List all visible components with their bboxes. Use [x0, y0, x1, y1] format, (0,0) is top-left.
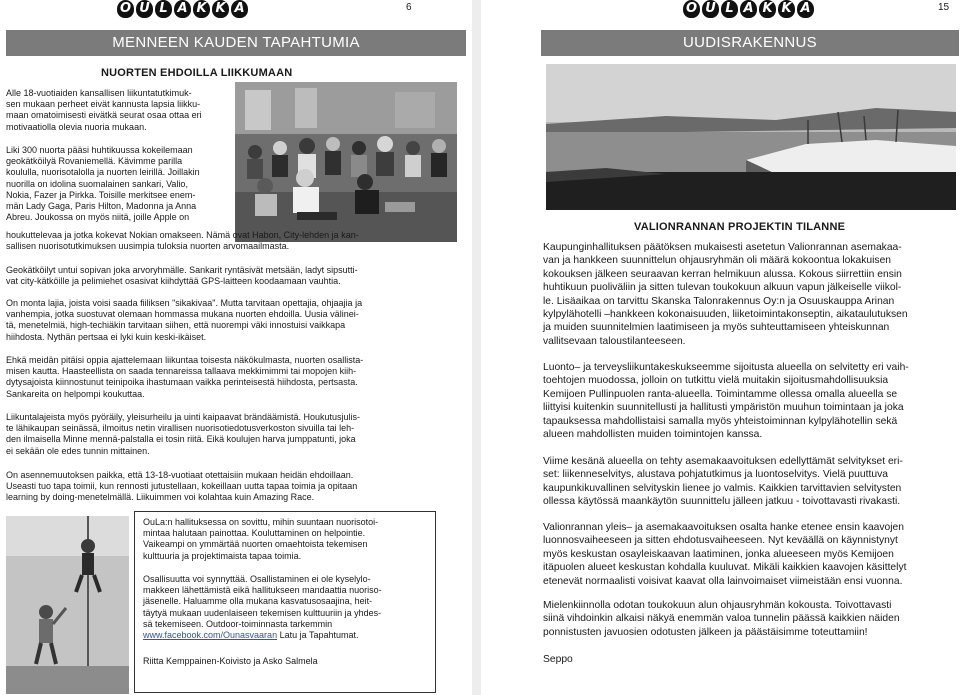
left-page [0, 0, 470, 695]
page-gutter [472, 0, 481, 695]
youth-group-photo-graphic [235, 82, 457, 242]
youth-group-photo [235, 82, 457, 242]
info-box-paragraph-2: Osallisuutta voi synnyttää. Osallistaminen ei ole kyselylo- makkeen lähettämistä eikä hallitukseen mandaattia nuoriso- jäsenelle. Haluamme olla mukana kasvatusosaajina, heit- täytyä mukaan uudenlaiseen tekemisen kulttuuriin ja yhdes- sä tekemiseen. Outdoor-toiminnasta tarkemmin www.facebook.com/Ounasvaaran Latu ja Tapahtumat. [143, 574, 382, 641]
river-photo-graphic [546, 64, 956, 210]
logo-letter: U [702, 0, 719, 18]
logo-letter: L [155, 0, 172, 18]
paragraph-2: Liki 300 nuorta pääsi huhtikuussa kokeilemaan geokätköilyä Rovaniemellä. Kävimme parilla koululla, nuorisotalolla ja nuorten leirillä. Joillakin nuorilla on idolina suomalainen sankari, Valio, Nokia, Fazer ja Pirkka. Toisille merkitsee enem- män Lady Gaga, Paris Hilton, Madonna ja Anna Abreu. Joukossa on myös niitä, joille Apple on [6, 145, 200, 223]
section-banner: UUDISRAKENNUS [541, 30, 959, 56]
info-box [134, 511, 436, 693]
paragraph-3: Viime kesänä alueella on tehty asemakaavoituksen edellyttämät selvitykset eri- set: liikenneselvitys, alustava pohjatutkimus ja luontoselvitys. Vielä puuttuva kaupunkikuvallinen selvityskin lienee jo valmis. Kaikkien tarvittavien selvitysten ollessa käytössä maankäytön suunnittelu jälleen jatkuu - toivottavasti rivakasti. [543, 456, 903, 508]
logo-letter: A [231, 0, 248, 18]
paragraph-2-continued: houkuttelevaa ja jotka kokevat Nokian omakseen. Nämä ovat Habon, City-lehden ja kan- sallisen nuorisotutkimuksen uusimpia tuloksia nuorten arvomaailmasta. [6, 230, 359, 252]
logo-letter: A [797, 0, 814, 18]
logo-letter: L [721, 0, 738, 18]
logo-letter: U [136, 0, 153, 18]
logo-letter: K [212, 0, 229, 18]
oulakka-logo [683, 0, 814, 18]
logo-letter: K [193, 0, 210, 18]
paragraph-7: On asennemuutoksen paikka, että 13-18-vuotiaat otettaisiin mukaan heidän ehdoillaan. Useasti tuo tapa toimii, kun rennosti jutustellaan, kokeillaan uutta tapaa toimia ja opitaan learning by doing-menetelmällä. Liikuimmen voi kolahtaa kuin Amazing Race. [6, 470, 358, 503]
paragraph-4: Valionrannan yleis– ja asemakaavoituksen osalta hanke etenee ensin kaavojen luonnosvaiheeseen ja sitten ehdotusvaiheeseen. Nyt keväällä on käynnistynyt myös keskustan osayleiskaavan laatiminen, jonka alueeseen myös Kemijoen itäpuolen alueet keskustan kohdalla kuuluvat. Mikäli kaikkien kaavojen käsittelyt etenevät normaalisti voisivat kaavat olla lainvoimaiset viimeistään ensi vuonna. [543, 522, 907, 587]
paragraph-4: On monta lajia, joista voisi saada fiiliksen "sikakivaa". Mutta tarvitaan opettajia, ohjaajia ja vanhempia, jotka suostuvat olemaan hommassa mukana nuorten ehdoilla. Uusia välinei- tä, menetelmiä, high-techiäkin tarvitaan siihen, että nuorempi väki innostuisi vaikkapa hiihdosta. Nythän pertsaa ei lyki kuin keski-ikäiset. [6, 298, 363, 342]
paragraph-6: Liikuntalajeista myös pyöräily, yleisurheilu ja uinti kaipaavat brändäämistä. Houkutusjulis- te lähikaupan seinässä, ilmoitus netin virallisen nuorisotiedotusverkoston sivuilla tai leh- den ilmaisella Minne mennä-palstalla ei tosin riitä. Eikä koulujen harva jumppatunti, joka ei sekään ole edes tunnin mittainen. [6, 412, 361, 456]
logo-letter: A [740, 0, 757, 18]
section-banner: MENNEEN KAUDEN TAPAHTUMIA [6, 30, 466, 56]
signature: Seppo [543, 654, 573, 665]
logo-letter: K [759, 0, 776, 18]
facebook-link[interactable]: www.facebook.com/Ounasvaaran [143, 630, 278, 641]
info-box-signature: Riitta Kemppainen-Koivisto ja Asko Salmela [143, 656, 318, 666]
page-number: 15 [938, 2, 950, 13]
logo-letter: O [117, 0, 134, 18]
paragraph-5: Mielenkiinnolla odotan toukokuun alun ohjausryhmän kokousta. Toivottavasti siinä vihdoinkin alkaisi näkyä enemmän valoa tunnelin päässä kaikkien näiden ponnistusten javuosien odotusten jälkeen ja päästäisimme toteuttamiin! [543, 600, 900, 638]
logo-letter: A [174, 0, 191, 18]
article-heading: VALIONRANNAN PROJEKTIN TILANNE [634, 221, 846, 233]
logo-letter: K [778, 0, 795, 18]
page-number: 6 [406, 2, 412, 13]
paragraph-1: Kaupunginhallituksen päätöksen mukaisesti asetetun Valionrannan asemakaa- van ja hankkeen suunnittelun ohjausryhmän oli määrä kokoontua lokakuisen kokouksen jälkeen seuraavan kerran helmikuun alussa. Kokous siirrettiin ensin huhtikuun puoliväliin ja sitten tulevan toukokuun alkuun vapun jälkeiselle viikol- le. Lisäaikaa on tarvittu Skanska Talonrakennus Oy:n ja Osuuskauppa Arinan kylpylähotelli –hankkeen kokonaisuuden, liiketoimintakonseptin, aikataulutuksen ja muiden suunnitelmien laatimiseen ja myös suhteuttamiseen yhteiskunnan vallitsevaan taloustilanteeseen. [543, 242, 908, 347]
paragraph-2: Luonto– ja terveysliikuntakeskukseemme sijoitusta alueella on selvitetty eri vaih- toehtojen muodossa, jolloin on tutkittu vielä muitakin sijoitusmahdollisuuksia Kemijoen Pullinpuolen ranta-alueella. Toimintamme ollessa omalla alueella se liittyisi kuitenkin suunnitellusti ja hallitusti ympäristön muuhun toimintaan ja joka tapauksessa mahdollistaisi samalla myös yhteistoiminnan kylpylähotellin sekä alueen mahdollisten muiden toimintojen kanssa. [543, 362, 909, 441]
article-heading: NUORTEN EHDOILLA LIIKKUMAAN [101, 67, 293, 79]
info-box-paragraph-1: OuLa:n hallituksessa on sovittu, mihin suuntaan nuorisotoi- mintaa halutaan painottaa. Kouluttaminen on helpointie. Vaikeampi on ymmärtää nuorten omaehtoista tekemisen kulttuuria ja projektimaista tapaa toimia. [143, 517, 379, 561]
climbing-kids-photo-graphic [6, 516, 129, 694]
logo-letter: O [683, 0, 700, 18]
oulakka-logo [117, 0, 248, 18]
paragraph-5: Ehkä meidän pitäisi oppia ajattelemaan liikuntaa toisesta näkökulmasta, nuorten osallista- misen kautta. Haasteellista on saada tennareissa tallaava mekkimimmi tai mopojen kiih- dytysajoista kiinnostunut teinipoika ihastumaan vaikka perinteisestä hiihdosta, pertsasta. Sankareita on helpompi koukuttaa. [6, 355, 364, 399]
intro-paragraph: Alle 18-vuotiaiden kansallisen liikuntatutkimuk- sen mukaan perheet eivät kannusta lapsia liikku- maan omatoimisesti eivätkä seurat osaa ottaa eri motivaatiolla olevia nuoria mukaan. [6, 88, 202, 132]
climbing-kids-photo [6, 516, 129, 694]
paragraph-3: Geokätköilyt untui sopivan joka arvoryhmälle. Sankarit ryntäsivät metsään, ladyt sipsutti- vat city-kätköille ja pelimiehet osasivat kiihdyttää GPS-laitteen koodaamaan vauhtia. [6, 265, 358, 287]
valionranta-river-photo [546, 64, 956, 210]
